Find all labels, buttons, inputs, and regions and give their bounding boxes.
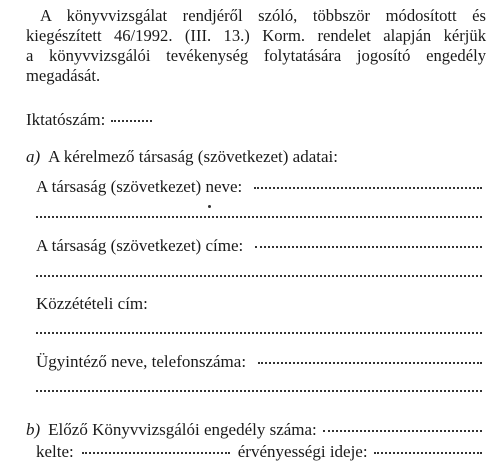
iktatoszam-row <box>26 110 152 130</box>
company-address-field-continuation[interactable] <box>36 275 482 277</box>
kelte-field[interactable] <box>82 452 230 454</box>
previous-license-label: Előző Könyvvizsgálói engedély száma: <box>48 420 317 439</box>
company-name-label: A társaság (szövetkezet) neve: <box>36 177 243 196</box>
previous-license-number-field[interactable] <box>323 430 482 432</box>
company-address-label: A társaság (szövetkezet) címe: <box>36 236 244 255</box>
section-b-marker: b) <box>26 420 41 439</box>
section-b-row <box>26 420 482 440</box>
ervenyesseg-label: érvényességi ideje: <box>237 442 368 461</box>
administrator-field[interactable] <box>258 362 482 364</box>
company-address-row <box>36 236 482 256</box>
section-a-title: A kérelmező társaság (szövetkezet) adatai: <box>48 147 338 166</box>
intro-line-1: A könyvvizsgálat rendjéről szóló, többször módosított és <box>40 6 486 25</box>
section-a-marker: a) <box>26 147 41 166</box>
company-address-field[interactable] <box>255 246 482 248</box>
administrator-field-continuation[interactable] <box>36 390 482 392</box>
company-name-field[interactable] <box>254 187 482 189</box>
company-name-row <box>36 177 482 197</box>
kelte-label: kelte: <box>36 442 74 461</box>
intro-line-3: a könyvvizsgálói tevékenység folytatására jogosító engedély <box>26 46 486 65</box>
iktatoszam-label: Iktatószám: <box>26 110 106 129</box>
iktatoszam-field[interactable] <box>111 120 152 122</box>
administrator-label: Ügyintéző neve, telefonszáma: <box>36 352 247 371</box>
publication-address-field[interactable] <box>36 332 482 334</box>
intro-line-2: kiegészített 46/1992. (III. 13.) Korm. rendelet alapján kérjük <box>26 26 486 45</box>
section-b-dates-row <box>36 442 482 462</box>
ink-speck <box>208 205 211 208</box>
ervenyesseg-field[interactable] <box>374 452 482 454</box>
administrator-row <box>36 352 482 372</box>
section-a-heading <box>26 147 338 167</box>
intro-line-4: megadását. <box>26 66 101 85</box>
publication-address-label: Közzétételi cím: <box>36 294 148 313</box>
company-name-field-continuation[interactable] <box>36 216 482 218</box>
